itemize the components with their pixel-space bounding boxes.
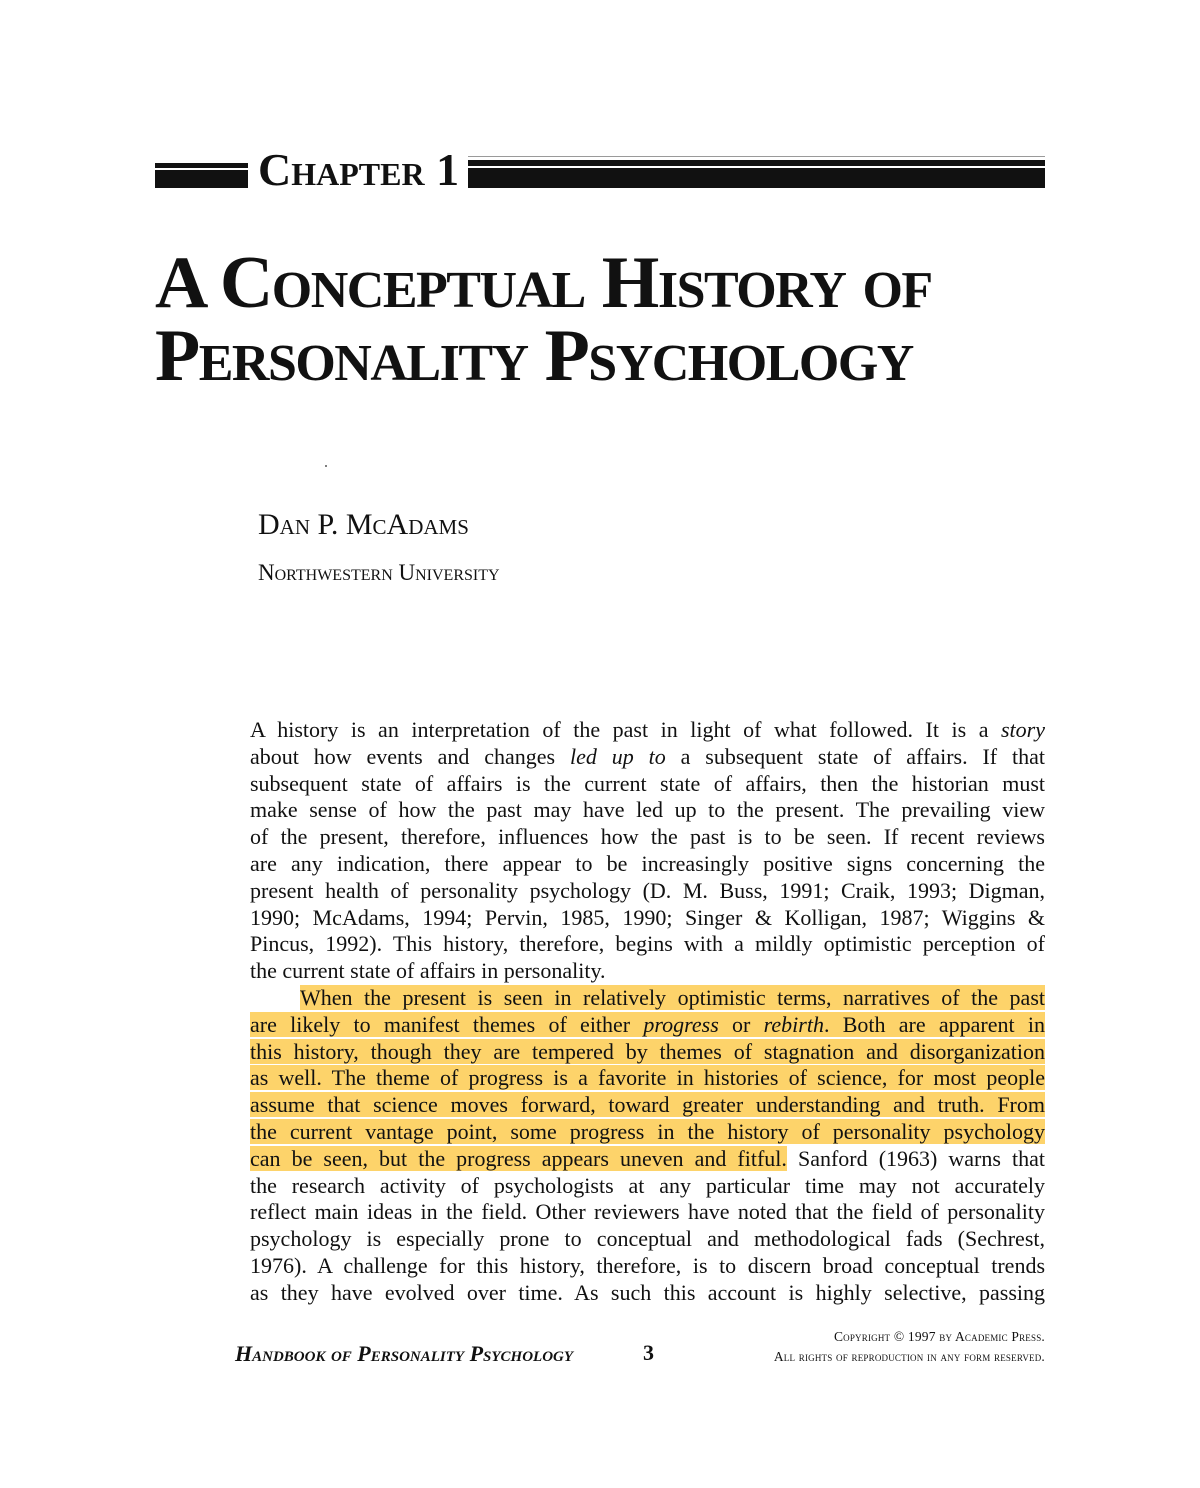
text-line (250, 851, 1045, 878)
text-line (250, 1119, 1045, 1146)
text-segment: of the present, therefore, influences how the past is to be seen. If recent reviews (250, 824, 1045, 850)
text-segment: the research activity of psychologists at any particular time may not accurately (250, 1172, 1045, 1198)
text-line (250, 1065, 1045, 1092)
author-name: Dan P. McAdams (258, 508, 469, 541)
text-line (250, 1280, 1045, 1307)
text-segment: 1990; McAdams, 1994; Pervin, 1985, 1990; Singer & Kolligan, 1987; Wiggins & (250, 904, 1045, 930)
text-line (250, 1253, 1045, 1280)
paragraph (250, 717, 1045, 985)
text-segment: are any indication, there appear to be increasingly positive signs concerning the (250, 850, 1045, 876)
author-affiliation: Northwestern University (258, 560, 500, 585)
italic-text: led up to (569, 743, 666, 769)
highlighted-text: assume that science moves forward, toward greater understanding and truth. From (250, 1092, 1045, 1118)
text-segment: the current state of affairs in personality. (250, 958, 606, 984)
highlighted-text: or (718, 1011, 764, 1037)
text-segment: Pincus, 1992). This history, therefore, begins with a mildly optimistic perception of (250, 931, 1045, 957)
text-segment: A history is an interpretation of the past in light of what followed. It is a (250, 717, 1001, 742)
highlighted-italic-text: rebirth (763, 1011, 824, 1037)
text-line (250, 824, 1045, 851)
text-segment: subsequent state of affairs is the current state of affairs, then the historian must (250, 770, 1045, 796)
text-line (250, 771, 1045, 798)
text-segment: a subsequent state of affairs. If that (665, 743, 1045, 769)
text-segment: 1976). A challenge for this history, therefore, is to discern broad conceptual trends (250, 1252, 1045, 1278)
highlighted-italic-text: progress (643, 1011, 719, 1037)
text-line (250, 797, 1045, 824)
text-line (250, 717, 1045, 744)
chapter-rule-right (468, 160, 1045, 188)
copyright-notice: Copyright © 1997 by Academic Press. (833, 1329, 1045, 1344)
text-line (250, 905, 1045, 932)
rule-stripe (155, 168, 248, 170)
text-line (250, 1173, 1045, 1200)
text-line (250, 1092, 1045, 1119)
text-line (250, 1199, 1045, 1226)
highlighted-text: as well. The theme of progress is a favorite in histories of science, for most people (250, 1065, 1045, 1091)
highlighted-text: can be seen, but the progress appears uneven and fitful. (250, 1145, 787, 1171)
rule-stripe (468, 166, 1045, 168)
text-segment: psychology is especially prone to conceptual and methodological fads (Sechrest, (250, 1226, 1045, 1252)
chapter-title-line: Personality Psychology (155, 315, 913, 397)
text-segment: make sense of how the past may have led up to the present. The prevailing view (250, 797, 1045, 823)
paragraph (250, 985, 1045, 1307)
text-segment: as they have evolved over time. As such this account is highly selective, passing (250, 1279, 1045, 1305)
chapter-title-line: A Conceptual History of (155, 242, 932, 324)
highlighted-text: are likely to manifest themes of either (250, 1011, 644, 1037)
text-line (250, 744, 1045, 771)
rights-notice: All rights of reproduction in any form reserved. (773, 1349, 1045, 1364)
highlighted-text: . Both are apparent in (823, 1011, 1045, 1037)
text-line (250, 1039, 1045, 1066)
text-segment: present health of personality psychology (D. M. Buss, 1991; Craik, 1993; Digman, (250, 877, 1045, 903)
body-text (250, 717, 1045, 1307)
text-line (250, 985, 1045, 1012)
book-title: Handbook of Personality Psychology (235, 1341, 574, 1366)
text-segment: about how events and changes (250, 743, 570, 769)
text-line (250, 931, 1045, 958)
highlighted-text: When the present is seen in relatively optimistic terms, narratives of the past (300, 984, 1045, 1010)
text-line (250, 878, 1045, 905)
text-line (250, 1226, 1045, 1253)
italic-text: story (1001, 717, 1045, 742)
highlighted-text: the current vantage point, some progress in the history of personality psychology (250, 1118, 1045, 1144)
scan-speck (325, 465, 327, 467)
chapter-rule-right-hairline (468, 156, 1045, 157)
page-number: 3 (643, 1340, 654, 1365)
text-segment: Sanford (1963) warns that (786, 1145, 1045, 1171)
chapter-rule-left (155, 163, 248, 188)
text-line (250, 958, 1045, 985)
text-line (250, 1012, 1045, 1039)
chapter-label: Chapter 1 (258, 144, 460, 195)
highlighted-text: this history, though they are tempered by themes of stagnation and disorganization (250, 1038, 1045, 1064)
text-segment: reflect main ideas in the field. Other reviewers have noted that the field of personality (250, 1199, 1045, 1225)
text-line (250, 1146, 1045, 1173)
